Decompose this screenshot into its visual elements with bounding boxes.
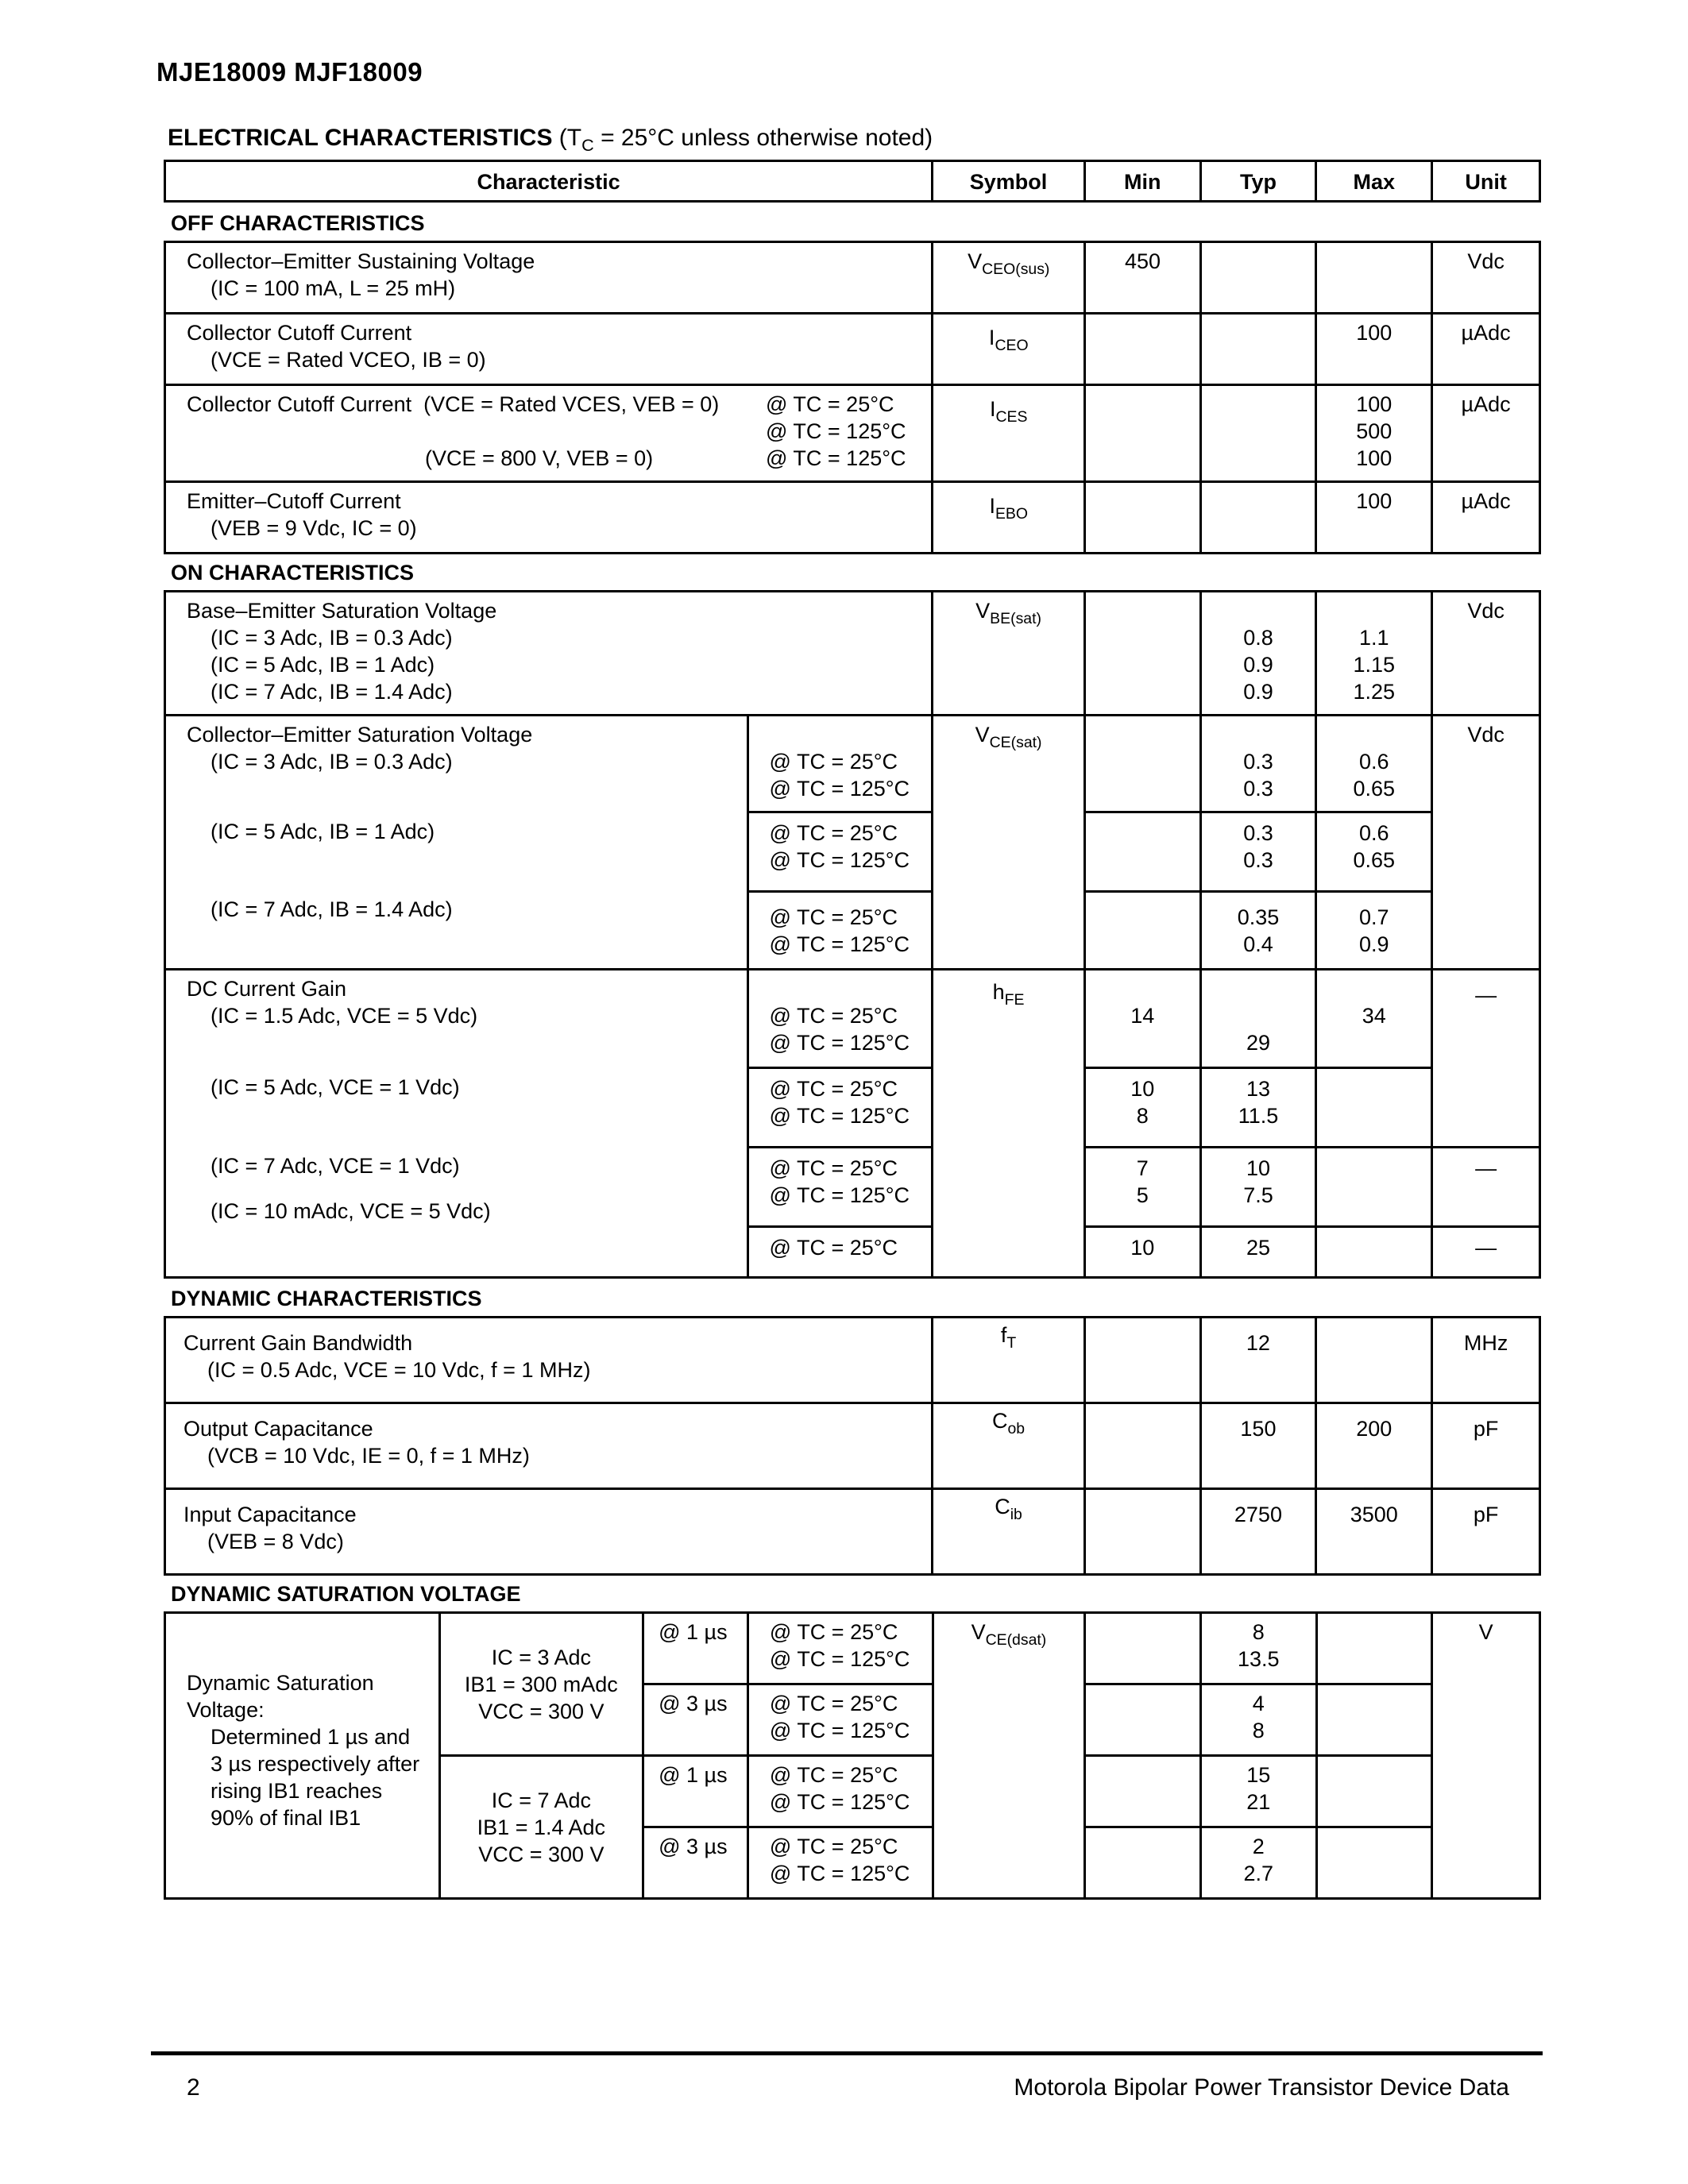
unit-cell: — bbox=[1432, 1148, 1540, 1227]
min-cell bbox=[1085, 385, 1201, 482]
table-row bbox=[165, 314, 1540, 385]
temperature-condition: @ TC = 25°C bbox=[766, 392, 894, 416]
characteristic-name: Collector–Emitter Saturation Voltage bbox=[187, 723, 533, 747]
max-cell bbox=[1316, 1613, 1432, 1684]
test-condition: (IC = 10 mAdc, VCE = 5 Vdc) bbox=[211, 1199, 491, 1223]
symbol-subscript: CEO(sus) bbox=[982, 260, 1050, 278]
characteristic-name: Dynamic Saturation bbox=[187, 1671, 374, 1695]
temperature-cell bbox=[747, 1756, 933, 1827]
typ-cell bbox=[1200, 1068, 1316, 1148]
max-value: 0.6 bbox=[1359, 750, 1389, 774]
test-condition: (IC = 7 Adc, VCE = 1 Vdc) bbox=[211, 1154, 460, 1178]
unit-cell: — bbox=[1432, 1227, 1540, 1278]
characteristic-name: Voltage: bbox=[187, 1698, 265, 1722]
table-row bbox=[165, 1403, 1540, 1489]
characteristic-cell bbox=[165, 242, 933, 314]
characteristic-cell bbox=[165, 592, 933, 716]
section-condition-prefix: (T bbox=[558, 125, 582, 151]
typ-value: 13 bbox=[1246, 1077, 1271, 1101]
table-row bbox=[165, 1489, 1540, 1575]
characteristic-name: Input Capacitance bbox=[183, 1503, 357, 1526]
typ-value: 8 bbox=[1252, 1620, 1265, 1644]
max-cell bbox=[1316, 1148, 1432, 1227]
max-cell: 100 bbox=[1316, 314, 1432, 385]
min-cell bbox=[1084, 1068, 1200, 1148]
min-cell bbox=[1084, 892, 1200, 970]
test-condition: (IC = 3 Adc, IB = 0.3 Adc) bbox=[211, 750, 453, 774]
table-row bbox=[165, 1318, 1540, 1403]
max-cell bbox=[1316, 1827, 1432, 1899]
dynamic-characteristics-label: DYNAMIC CHARACTERISTICS bbox=[171, 1287, 482, 1310]
symbol-cell bbox=[933, 1489, 1085, 1575]
symbol: V bbox=[975, 599, 991, 623]
temperature-condition: @ TC = 25°C bbox=[769, 905, 898, 929]
max-cell bbox=[1316, 592, 1432, 716]
temperature-condition: @ TC = 125°C bbox=[769, 1647, 910, 1671]
typ-value: 0.3 bbox=[1243, 821, 1273, 845]
symbol-subscript: BE(sat) bbox=[990, 610, 1041, 627]
symbol-cell bbox=[933, 242, 1085, 314]
unit-cell: Vdc bbox=[1432, 592, 1540, 716]
dynamic-characteristics-table bbox=[164, 1316, 1541, 1576]
typ-cell bbox=[1200, 242, 1316, 314]
time-cell: @ 1 µs bbox=[643, 1756, 748, 1827]
typ-value: 2 bbox=[1252, 1835, 1265, 1858]
col-max: Max bbox=[1316, 161, 1432, 202]
symbol: V bbox=[975, 723, 990, 747]
section-condition-sub: C bbox=[581, 135, 594, 155]
temperature-condition: @ TC = 125°C bbox=[769, 1104, 910, 1128]
typ-cell: 2750 bbox=[1200, 1489, 1316, 1575]
symbol: C bbox=[995, 1495, 1010, 1518]
typ-value: 0.4 bbox=[1243, 932, 1273, 956]
max-value: 0.9 bbox=[1359, 932, 1389, 956]
temperature-conditions bbox=[766, 391, 906, 472]
description-line: 3 µs respectively after bbox=[211, 1752, 420, 1776]
symbol-cell bbox=[933, 592, 1085, 716]
max-value: 500 bbox=[1356, 419, 1393, 443]
max-value: 0.65 bbox=[1353, 777, 1396, 801]
symbol-subscript: FE bbox=[1004, 991, 1025, 1009]
temperature-cell bbox=[747, 1613, 933, 1684]
min-cell bbox=[1085, 1756, 1201, 1827]
symbol-cell bbox=[933, 1403, 1085, 1489]
symbol-cell bbox=[933, 385, 1085, 482]
min-cell bbox=[1084, 1489, 1200, 1575]
symbol: h bbox=[992, 980, 1005, 1004]
max-value: 0.6 bbox=[1359, 821, 1389, 845]
typ-cell: 12 bbox=[1200, 1318, 1316, 1403]
max-cell bbox=[1316, 812, 1432, 892]
symbol: V bbox=[971, 1620, 986, 1644]
temperature-cell: @ TC = 25°C bbox=[747, 1227, 933, 1278]
symbol-subscript: ib bbox=[1010, 1506, 1022, 1523]
symbol-cell bbox=[933, 314, 1085, 385]
max-value: 1.15 bbox=[1353, 653, 1396, 677]
temperature-condition: @ TC = 125°C bbox=[769, 777, 910, 801]
section-title-text: ELECTRICAL CHARACTERISTICS bbox=[168, 125, 553, 151]
column-header-row bbox=[165, 161, 1540, 202]
table-row bbox=[165, 592, 1540, 716]
test-condition: (IC = 0.5 Adc, VCE = 10 Vdc, f = 1 MHz) bbox=[207, 1358, 591, 1382]
max-value: 1.1 bbox=[1359, 626, 1389, 650]
typ-value: 0.8 bbox=[1243, 626, 1273, 650]
temperature-condition: @ TC = 125°C bbox=[769, 1719, 910, 1742]
typ-value: 0.9 bbox=[1243, 653, 1273, 677]
table-row bbox=[165, 242, 1540, 314]
temperature-cell bbox=[747, 970, 933, 1068]
min-cell bbox=[1084, 592, 1200, 716]
symbol-subscript: CEO bbox=[995, 337, 1029, 354]
temperature-condition: @ TC = 25°C bbox=[769, 1835, 898, 1858]
test-condition: (IC = 100 mA, L = 25 mH) bbox=[211, 276, 456, 300]
characteristic-cell bbox=[165, 385, 933, 482]
typ-cell bbox=[1200, 314, 1316, 385]
table-row bbox=[165, 716, 1540, 812]
characteristic-name: Base–Emitter Saturation Voltage bbox=[187, 599, 497, 623]
unit-cell: pF bbox=[1432, 1489, 1540, 1575]
on-characteristics-label: ON CHARACTERISTICS bbox=[171, 561, 415, 585]
characteristic-name: Collector Cutoff Current bbox=[187, 321, 412, 345]
max-value: 1.25 bbox=[1353, 680, 1396, 704]
min-cell bbox=[1084, 1403, 1200, 1489]
symbol-cell bbox=[933, 970, 1085, 1278]
table-row bbox=[165, 385, 1540, 482]
characteristic-name-text: Collector Cutoff Current bbox=[187, 392, 412, 416]
col-typ: Typ bbox=[1200, 161, 1316, 202]
typ-cell: 150 bbox=[1200, 1403, 1316, 1489]
min-cell bbox=[1085, 482, 1201, 554]
characteristic-cell bbox=[165, 1318, 933, 1403]
typ-cell bbox=[1200, 385, 1316, 482]
unit-cell: pF bbox=[1432, 1403, 1540, 1489]
min-value: 10 bbox=[1130, 1077, 1155, 1101]
temperature-cell bbox=[747, 892, 933, 970]
max-value: 100 bbox=[1356, 392, 1393, 416]
characteristic-cell bbox=[165, 1613, 440, 1899]
min-cell: 10 bbox=[1084, 1227, 1200, 1278]
test-condition: (VEB = 9 Vdc, IC = 0) bbox=[211, 516, 417, 540]
unit-cell: — bbox=[1432, 970, 1540, 1148]
temperature-condition: @ TC = 25°C bbox=[769, 1077, 898, 1101]
min-cell bbox=[1085, 1827, 1201, 1899]
column-header-table bbox=[164, 160, 1541, 203]
table-row bbox=[165, 482, 1540, 554]
characteristic-name: Current Gain Bandwidth bbox=[183, 1331, 413, 1355]
typ-value: 21 bbox=[1246, 1790, 1271, 1814]
characteristic-name: Emitter–Cutoff Current bbox=[187, 489, 401, 513]
typ-value: 0.3 bbox=[1243, 848, 1273, 872]
symbol-cell bbox=[933, 716, 1085, 970]
symbol-subscript: EBO bbox=[995, 505, 1029, 523]
min-cell bbox=[1084, 716, 1200, 812]
min-value: 7 bbox=[1136, 1156, 1149, 1180]
section-title bbox=[168, 125, 933, 155]
test-condition-2: (VCE = 800 V, VEB = 0) bbox=[425, 446, 654, 470]
characteristic-cell bbox=[165, 482, 933, 554]
symbol-subscript: CE(sat) bbox=[989, 734, 1042, 751]
temperature-cell bbox=[747, 1148, 933, 1227]
characteristic-cell bbox=[165, 1403, 933, 1489]
unit-cell: Vdc bbox=[1432, 242, 1540, 314]
temperature-condition: @ TC = 125°C bbox=[769, 848, 910, 872]
typ-cell: 29 bbox=[1200, 970, 1316, 1068]
max-cell bbox=[1316, 1318, 1432, 1403]
max-value: 0.65 bbox=[1353, 848, 1396, 872]
col-unit: Unit bbox=[1432, 161, 1540, 202]
typ-cell bbox=[1200, 1756, 1316, 1827]
dynamic-saturation-label: DYNAMIC SATURATION VOLTAGE bbox=[171, 1582, 521, 1606]
typ-cell bbox=[1200, 1827, 1316, 1899]
typ-value: 0.3 bbox=[1243, 750, 1273, 774]
max-value: 0.7 bbox=[1359, 905, 1389, 929]
characteristic-cell bbox=[165, 1489, 933, 1575]
typ-value: 4 bbox=[1252, 1692, 1265, 1715]
max-cell: 200 bbox=[1316, 1403, 1432, 1489]
temperature-condition: @ TC = 25°C bbox=[769, 1156, 898, 1180]
max-cell bbox=[1316, 1684, 1432, 1756]
test-condition: (IC = 5 Adc, IB = 1 Adc) bbox=[211, 820, 435, 843]
condition-vcc: VCC = 300 V bbox=[478, 1699, 605, 1723]
max-cell bbox=[1316, 716, 1432, 812]
typ-cell bbox=[1200, 1613, 1316, 1684]
test-condition: (IC = 1.5 Adc, VCE = 5 Vdc) bbox=[211, 1004, 478, 1028]
time-cell: @ 1 µs bbox=[643, 1613, 748, 1684]
typ-cell bbox=[1200, 592, 1316, 716]
col-characteristic: Characteristic bbox=[165, 161, 933, 202]
characteristic-name: Collector–Emitter Sustaining Voltage bbox=[187, 249, 535, 273]
col-symbol: Symbol bbox=[933, 161, 1085, 202]
temperature-condition: @ TC = 125°C bbox=[769, 1862, 910, 1885]
unit-cell: µAdc bbox=[1432, 482, 1540, 554]
footer-title: Motorola Bipolar Power Transistor Device Data bbox=[1014, 2074, 1509, 2101]
min-cell bbox=[1085, 1613, 1201, 1684]
symbol: I bbox=[990, 397, 996, 421]
symbol-cell bbox=[933, 482, 1085, 554]
symbol-subscript: CES bbox=[995, 408, 1028, 426]
temperature-condition: @ TC = 125°C bbox=[769, 1790, 910, 1814]
max-cell bbox=[1316, 385, 1432, 482]
test-condition: (VCE = Rated VCEO, IB = 0) bbox=[211, 348, 486, 372]
dynamic-saturation-table bbox=[164, 1611, 1541, 1900]
min-cell: 450 bbox=[1085, 242, 1201, 314]
temperature-cell bbox=[747, 1068, 933, 1148]
unit-cell: Vdc bbox=[1432, 716, 1540, 970]
description-line: Determined 1 µs and bbox=[211, 1725, 411, 1749]
temperature-condition: @ TC = 25°C bbox=[769, 821, 898, 845]
min-cell bbox=[1085, 314, 1201, 385]
characteristic-cell bbox=[165, 716, 748, 970]
description-line: 90% of final IB1 bbox=[211, 1806, 361, 1830]
time-cell: @ 3 µs bbox=[643, 1827, 748, 1899]
typ-cell bbox=[1200, 482, 1316, 554]
test-condition: (VCB = 10 Vdc, IE = 0, f = 1 MHz) bbox=[207, 1444, 530, 1468]
min-value: 8 bbox=[1136, 1104, 1149, 1128]
page-number: 2 bbox=[187, 2074, 200, 2101]
time-cell: @ 3 µs bbox=[643, 1684, 748, 1756]
test-condition: (IC = 5 Adc, IB = 1 Adc) bbox=[211, 653, 435, 677]
typ-value: 0.3 bbox=[1243, 777, 1273, 801]
condition-ib: IB1 = 300 mAdc bbox=[464, 1672, 618, 1696]
col-min: Min bbox=[1084, 161, 1200, 202]
document-header: MJE18009 MJF18009 bbox=[156, 57, 423, 87]
typ-cell bbox=[1200, 812, 1316, 892]
max-cell bbox=[1316, 242, 1432, 314]
symbol-subscript: T bbox=[1006, 1334, 1017, 1352]
max-cell: 34 bbox=[1316, 970, 1432, 1068]
typ-value: 15 bbox=[1246, 1763, 1271, 1787]
max-cell bbox=[1316, 1068, 1432, 1148]
max-cell: 100 bbox=[1316, 482, 1432, 554]
typ-value: 7.5 bbox=[1243, 1183, 1273, 1207]
symbol: f bbox=[1000, 1323, 1007, 1347]
temperature-condition: @ TC = 25°C bbox=[769, 1692, 898, 1715]
test-condition: (IC = 3 Adc, IB = 0.3 Adc) bbox=[211, 626, 453, 650]
unit-cell: µAdc bbox=[1432, 385, 1540, 482]
temperature-condition: @ TC = 25°C bbox=[769, 1620, 898, 1644]
conditions-cell bbox=[439, 1756, 643, 1899]
symbol-cell bbox=[933, 1318, 1085, 1403]
condition-vcc: VCC = 300 V bbox=[478, 1842, 605, 1866]
characteristic-cell bbox=[165, 970, 748, 1278]
typ-value: 0.9 bbox=[1243, 680, 1273, 704]
temperature-condition: @ TC = 125°C bbox=[766, 419, 906, 443]
symbol-cell bbox=[933, 1613, 1085, 1899]
typ-cell bbox=[1200, 716, 1316, 812]
table-row bbox=[165, 970, 1540, 1068]
symbol: C bbox=[991, 1409, 1008, 1433]
characteristic-cell bbox=[165, 314, 933, 385]
test-condition: (IC = 7 Adc, IB = 1.4 Adc) bbox=[211, 897, 453, 921]
test-condition: (IC = 7 Adc, IB = 1.4 Adc) bbox=[211, 680, 453, 704]
typ-value: 2.7 bbox=[1243, 1862, 1274, 1885]
typ-cell: 25 bbox=[1200, 1227, 1316, 1278]
footer-rule bbox=[151, 2051, 1543, 2055]
unit-cell: MHz bbox=[1432, 1318, 1540, 1403]
section-condition-suffix: = 25°C unless otherwise noted) bbox=[593, 125, 933, 151]
characteristic-name: DC Current Gain bbox=[187, 977, 347, 1001]
typ-cell bbox=[1200, 1148, 1316, 1227]
temperature-cell bbox=[747, 716, 933, 812]
on-characteristics-table bbox=[164, 590, 1541, 1279]
min-cell: 14 bbox=[1084, 970, 1200, 1068]
temperature-condition: @ TC = 25°C bbox=[769, 750, 898, 774]
max-cell: 3500 bbox=[1316, 1489, 1432, 1575]
temperature-condition: @ TC = 25°C bbox=[769, 1763, 898, 1787]
temperature-cell bbox=[747, 1827, 933, 1899]
condition-ib: IB1 = 1.4 Adc bbox=[477, 1815, 606, 1839]
symbol: I bbox=[988, 326, 995, 349]
max-cell bbox=[1316, 892, 1432, 970]
typ-value: 0.35 bbox=[1237, 905, 1280, 929]
condition-ic: IC = 3 Adc bbox=[491, 1645, 592, 1669]
temperature-cell bbox=[747, 1684, 933, 1756]
max-value: 100 bbox=[1356, 446, 1393, 470]
unit-cell: V bbox=[1432, 1613, 1540, 1899]
min-cell bbox=[1084, 1318, 1200, 1403]
min-cell bbox=[1085, 1684, 1201, 1756]
symbol-subscript: CE(dsat) bbox=[985, 1631, 1047, 1649]
max-cell bbox=[1316, 1756, 1432, 1827]
min-cell bbox=[1084, 812, 1200, 892]
min-cell bbox=[1084, 1148, 1200, 1227]
characteristic-name: Output Capacitance bbox=[183, 1417, 373, 1441]
test-condition: (VCE = Rated VCES, VEB = 0) bbox=[423, 392, 720, 416]
temperature-condition: @ TC = 125°C bbox=[766, 446, 906, 470]
test-condition: (VEB = 8 Vdc) bbox=[207, 1530, 344, 1553]
symbol: I bbox=[989, 494, 995, 518]
typ-value: 8 bbox=[1252, 1719, 1265, 1742]
condition-ic: IC = 7 Adc bbox=[491, 1788, 592, 1812]
temperature-condition: @ TC = 125°C bbox=[769, 1031, 910, 1055]
temperature-condition: @ TC = 125°C bbox=[769, 932, 910, 956]
off-characteristics-label: OFF CHARACTERISTICS bbox=[171, 211, 425, 235]
max-cell bbox=[1316, 1227, 1432, 1278]
conditions-cell bbox=[439, 1613, 643, 1756]
typ-value: 13.5 bbox=[1237, 1647, 1280, 1671]
off-characteristics-table bbox=[164, 241, 1541, 554]
temperature-condition: @ TC = 25°C bbox=[769, 1004, 898, 1028]
min-value: 5 bbox=[1136, 1183, 1149, 1207]
unit-cell: µAdc bbox=[1432, 314, 1540, 385]
temperature-cell bbox=[747, 812, 933, 892]
temperature-condition: @ TC = 125°C bbox=[769, 1183, 910, 1207]
description-line: rising IB1 reaches bbox=[211, 1779, 383, 1803]
symbol-subscript: ob bbox=[1007, 1420, 1026, 1437]
table-row bbox=[165, 1613, 1540, 1684]
typ-value: 11.5 bbox=[1238, 1104, 1279, 1128]
symbol: V bbox=[968, 249, 983, 273]
typ-cell bbox=[1200, 892, 1316, 970]
typ-value: 10 bbox=[1246, 1156, 1271, 1180]
test-condition: (IC = 5 Adc, VCE = 1 Vdc) bbox=[211, 1075, 460, 1099]
typ-cell bbox=[1200, 1684, 1316, 1756]
